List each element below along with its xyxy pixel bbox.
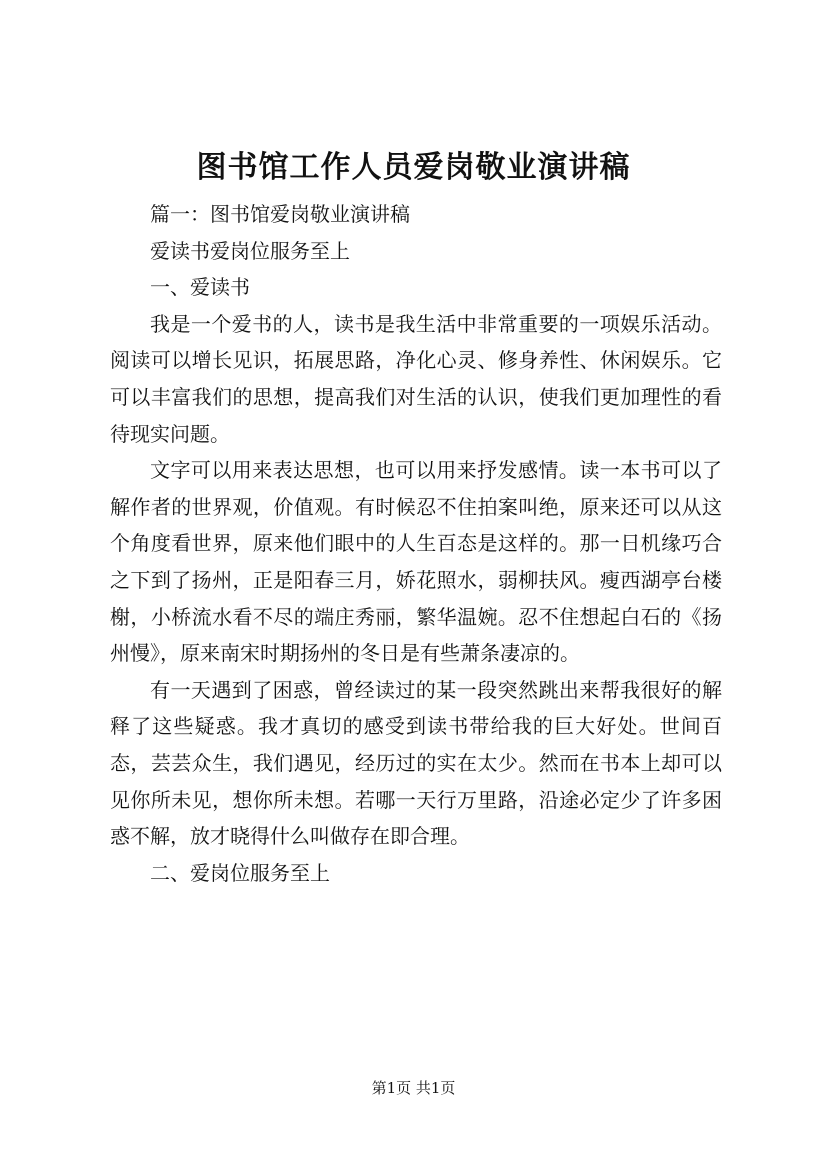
page-title: 图书馆工作人员爱岗敬业演讲稿 xyxy=(196,150,631,185)
document-body xyxy=(110,196,722,891)
paragraph: 文字可以用来表达思想，也可以用来抒发感情。读一本书可以了解作者的世界观，价值观。有时候忍不住拍案叫绝，原来还可以从这个角度看世界，原来他们眼中的人生百态是这样的。那一日机缘巧合之下到了扬州，正是阳春三月，娇花照水，弱柳扶风。瘦西湖亭台楼榭，小桥流水看不尽的端庄秀丽，繁华温婉。忍不住想起白石的《扬州慢》，原来南宋时期扬州的冬日是有些萧条凄凉的。 xyxy=(110,458,722,666)
section-heading: 二、爱岗位服务至上 xyxy=(150,860,330,885)
section-heading: 一、爱读书 xyxy=(150,275,250,300)
page-footer: 第1页 共1页 xyxy=(371,1079,456,1097)
section-heading: 篇一：图书馆爱岗敬业演讲稿 xyxy=(150,202,410,226)
paragraph: 有一天遇到了困惑，曾经读过的某一段突然跳出来帮我很好的解释了这些疑惑。我才真切的感受到读书带给我的巨大好处。世间百态，芸芸众生，我们遇见，经历过的实在太少。然而在书本上却可以见你所未见，想你所未想。若哪一天行万里路，沿途必定少了许多困惑不解，放才晓得什么叫做存在即合理。 xyxy=(110,677,722,849)
paragraph: 我是一个爱书的人，读书是我生活中非常重要的一项娱乐活动。阅读可以增长见识，拓展思路，净化心灵、修身养性、休闲娱乐。它可以丰富我们的思想，提高我们对生活的认识，使我们更加理性的看待现实问题。 xyxy=(110,311,722,446)
subtitle: 爱读书爱岗位服务至上 xyxy=(150,238,350,263)
